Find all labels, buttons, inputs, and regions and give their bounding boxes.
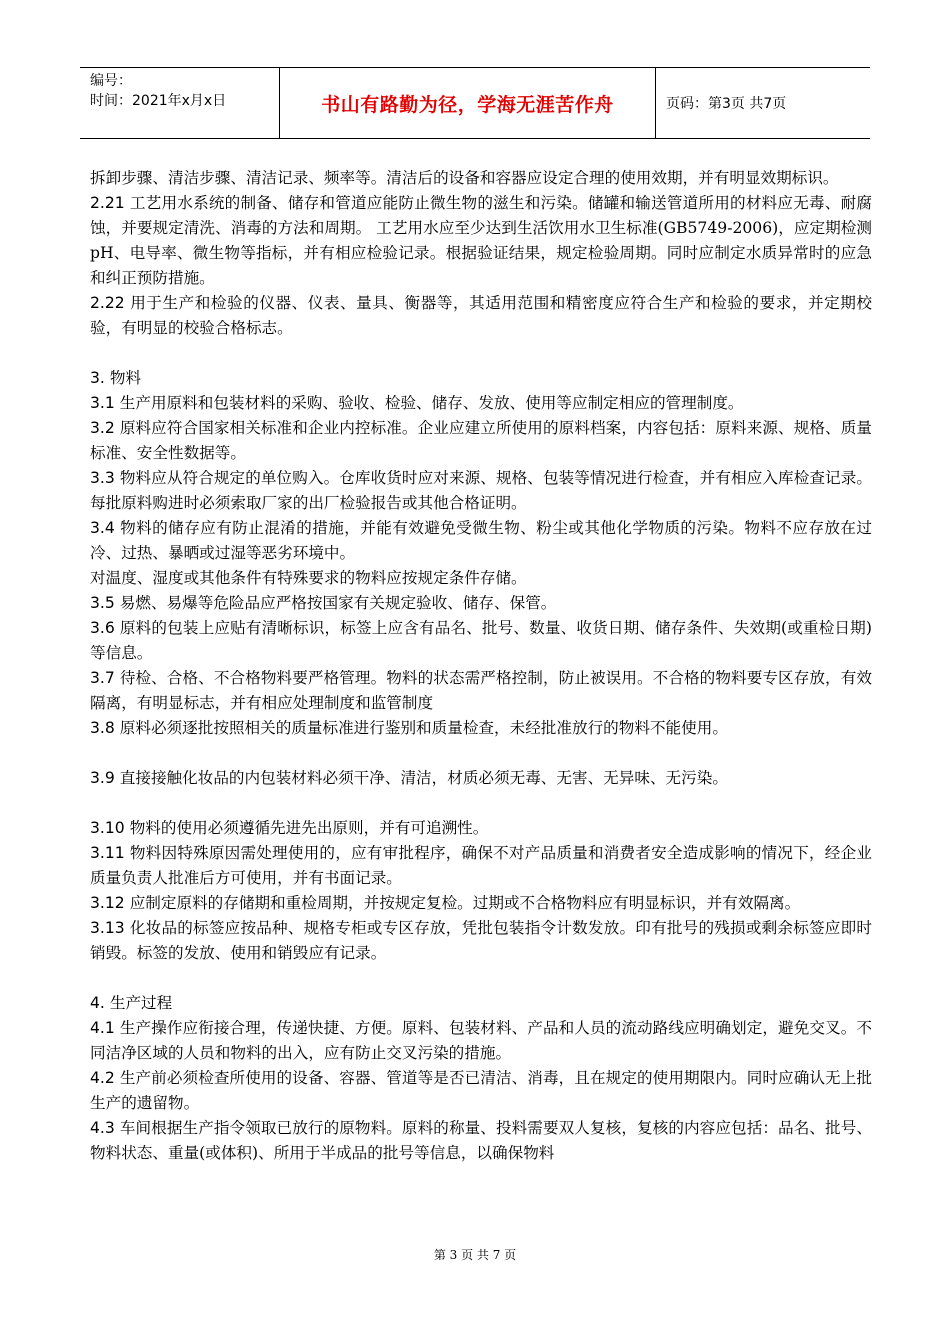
paragraph [90, 591, 872, 616]
paragraph-text: 工艺用水系统的制备、储存和管道应能防止微生物的滋生和污染。储罐和输送管道所用的材料应无毒、耐腐蚀，并要规定清洗、消毒的方法和周期。 工艺用水应至少达到生活饮用水卫生标准(GB5749-2006)，应定期检测pH、电导率、微生物等指标，并有相应检验记录。根据验证结果，规定检验周期。同时应制定水质异常时的应急和纠正预防措施。 [90, 194, 872, 287]
section-number: 3.4 [90, 519, 121, 537]
section-number: 4. [90, 994, 110, 1012]
paragraph-text: 物料的储存应有防止混淆的措施，并能有效避免受微生物、粉尘或其他化学物质的污染。物料不应存放在过冷、过热、暴晒或过湿等恶劣环境中。 [90, 519, 872, 562]
section-number: 2.22 [90, 294, 131, 312]
section-number: 3.5 [90, 594, 120, 612]
section-number: 4.3 [90, 1119, 120, 1137]
paragraph-spacer [90, 966, 872, 991]
paragraph-text: 物料的使用必须遵循先进先出原则，并有可追溯性。 [129, 819, 489, 837]
paragraph [90, 716, 872, 741]
page-header [80, 67, 870, 139]
paragraph [90, 166, 872, 191]
section-number: 3.8 [90, 719, 120, 737]
paragraph-text: 原料必须逐批按照相关的质量标准进行鉴别和质量检查，未经批准放行的物料不能使用。 [119, 719, 728, 737]
paragraph [90, 916, 872, 966]
paragraph [90, 516, 872, 566]
header-meta [80, 68, 280, 138]
section-number: 3.3 [90, 469, 120, 487]
paragraph-text: 车间根据生产指令领取已放行的原物料。原料的称量、投料需要双人复核，复核的内容应包括：品名、批号、物料状态、重量(或体积)、所用于半成品的批号等信息，以确保物料 [90, 1119, 872, 1162]
paragraph-text: 化妆品的标签应按品种、规格专柜或专区存放，凭批包装指令计数发放。印有批号的残损或剩余标签应即时销毁。标签的发放、使用和销毁应有记录。 [90, 919, 872, 962]
section-number: 3.10 [90, 819, 130, 837]
header-motto: 书山有路勤为径，学海无涯苦作舟 [280, 68, 656, 138]
paragraph [90, 466, 872, 516]
section-number: 3.12 [90, 894, 130, 912]
section-number: 2.21 [90, 194, 130, 212]
paragraph-text: 直接接触化妆品的内包装材料必须干净、清洁，材质必须无毒、无害、无异味、无污染。 [119, 769, 728, 787]
section-number: 3.7 [90, 669, 120, 687]
paragraph-spacer [90, 341, 872, 366]
paragraph [90, 891, 872, 916]
paragraph [90, 191, 872, 291]
paragraph [90, 841, 872, 891]
section-number: 3.6 [90, 619, 120, 637]
page-footer: 第 3 页 共 7 页 [433, 1248, 517, 1262]
paragraph [90, 766, 872, 791]
paragraph-text: 物料 [109, 369, 142, 387]
section-number: 3.13 [90, 919, 130, 937]
paragraph [90, 666, 872, 716]
paragraph [90, 616, 872, 666]
section-number: 3.9 [90, 769, 120, 787]
paragraph [90, 991, 872, 1016]
section-number: 3. [90, 369, 110, 387]
section-number: 3.1 [90, 394, 120, 412]
section-number: 4.1 [90, 1019, 120, 1037]
paragraph [90, 1116, 872, 1166]
paragraph-text: 生产操作应衔接合理，传递快捷、方便。原料、包装材料、产品和人员的流动路线应明确划定，避免交叉。不同洁净区域的人员和物料的出入，应有防止交叉污染的措施。 [90, 1019, 872, 1062]
paragraph-text: 物料因特殊原因需处理使用的，应有审批程序，确保不对产品质量和消费者安全造成影响的情况下，经企业质量负责人批准后方可使用，并有书面记录。 [90, 844, 872, 887]
paragraph-text: 原料的包装上应贴有清晰标识，标签上应含有品名、批号、数量、收货日期、储存条件、失效期(或重检日期)等信息。 [90, 619, 872, 662]
paragraph-spacer [90, 791, 872, 816]
section-number: 3.2 [90, 419, 120, 437]
paragraph-text: 生产前必须检查所使用的设备、容器、管道等是否已清洁、消毒，且在规定的使用期限内。同时应确认无上批生产的遗留物。 [90, 1069, 872, 1112]
paragraph [90, 566, 872, 591]
section-number: 3.11 [90, 844, 130, 862]
paragraph-text: 生产过程 [109, 994, 173, 1012]
paragraph [90, 291, 872, 341]
paragraph-text: 对温度、湿度或其他条件有特殊要求的物料应按规定条件存储。 [90, 569, 527, 587]
paragraph-text: 生产用原料和包装材料的采购、验收、检验、储存、发放、使用等应制定相应的管理制度。 [119, 394, 744, 412]
paragraph-text: 用于生产和检验的仪器、仪表、量具、衡器等，其适用范围和精密度应符合生产和检验的要求，并定期校验，有明显的校验合格标志。 [90, 294, 872, 337]
header-page-info: 页码：第3页 共7页 [666, 96, 787, 112]
paragraph-text: 拆卸步骤、清洁步骤、清洁记录、频率等。清洁后的设备和容器应设定合理的使用效期，并有明显效期标识。 [90, 169, 839, 187]
document-number-label: 编号： [90, 73, 132, 89]
paragraph-text: 应制定原料的存储期和重检周期，并按规定复检。过期或不合格物料应有明显标识，并有效隔离。 [129, 894, 801, 912]
paragraph-text: 物料应从符合规定的单位购入。仓库收货时应对来源、规格、包装等情况进行检查，并有相应入库检查记录。每批原料购进时必须索取厂家的出厂检验报告或其他合格证明。 [90, 469, 872, 512]
paragraph-text: 易燃、易爆等危险品应严格按国家有关规定验收、储存、保管。 [119, 594, 557, 612]
paragraph [90, 1066, 872, 1116]
paragraph [90, 1016, 872, 1066]
paragraph [90, 416, 872, 466]
paragraph-text: 原料应符合国家相关标准和企业内控标准。企业应建立所使用的原料档案，内容包括：原料来源、规格、质量标准、安全性数据等。 [90, 419, 872, 462]
paragraph [90, 391, 872, 416]
section-number: 4.2 [90, 1069, 120, 1087]
paragraph-spacer [90, 741, 872, 766]
document-date: 时间：2021年x月x日 [90, 93, 227, 109]
paragraph [90, 366, 872, 391]
paragraph [90, 816, 872, 841]
document-body [90, 166, 872, 1166]
paragraph-text: 待检、合格、不合格物料要严格管理。物料的状态需严格控制，防止被误用。不合格的物料要专区存放，有效隔离，有明显标志，并有相应处理制度和监管制度 [90, 669, 872, 712]
